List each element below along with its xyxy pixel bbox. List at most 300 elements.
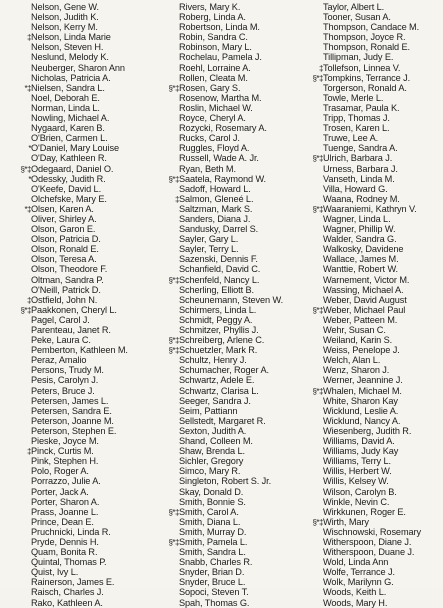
list-item <box>296 406 441 416</box>
person-name: Peke, Laura C. <box>31 335 91 346</box>
person-name: Persons, Trudy M. <box>31 365 104 376</box>
person-name: Nelson, Judith K. <box>31 12 99 23</box>
list-item <box>296 22 441 32</box>
list-item <box>4 174 144 184</box>
person-name: Parenteau, Janet R. <box>31 325 111 335</box>
list-item <box>296 426 441 436</box>
list-item <box>4 406 144 416</box>
person-name: Walder, Sandra G. <box>323 234 397 245</box>
person-name: Schwartz, Adele E. <box>179 375 255 386</box>
person-name: Nelson, Linda Marie <box>31 32 111 43</box>
list-item <box>4 264 144 274</box>
person-name: Ulrich, Barbara J. <box>323 153 393 164</box>
list-item <box>152 456 292 466</box>
list-item <box>296 264 441 274</box>
list-item <box>296 123 441 133</box>
list-item <box>296 63 441 73</box>
honor-mark: §*‡ <box>168 336 179 346</box>
person-name: Rivers, Mary K. <box>179 2 241 12</box>
person-name: Pinck, Curtis M. <box>31 446 94 457</box>
list-item <box>296 446 441 456</box>
list-item <box>4 184 144 194</box>
list-item <box>296 345 441 355</box>
list-item <box>152 22 292 32</box>
person-name: Tompkins, Terrance J. <box>323 72 411 83</box>
person-name: Smith, Pamela L. <box>179 536 248 547</box>
list-item <box>152 153 292 163</box>
honor-mark: ‡ <box>175 194 179 204</box>
person-name: Snabb, Charles R. <box>179 557 253 568</box>
person-name: Nygaard, Karen B. <box>31 123 105 134</box>
person-name: Royce, Cheryl A. <box>179 113 246 124</box>
honor-mark: §*‡ <box>312 154 323 164</box>
person-name: Odegaard, Daniel O. <box>31 163 114 174</box>
list-item <box>152 204 292 214</box>
list-item <box>152 325 292 335</box>
list-item <box>152 517 292 527</box>
list-item <box>152 214 292 224</box>
list-item <box>152 234 292 244</box>
person-name: Wagner, Linda L. <box>323 213 391 224</box>
person-name: Schreiberg, Arlene C. <box>179 335 265 346</box>
list-item <box>4 476 144 486</box>
list-item <box>296 436 441 446</box>
person-name: Wenz, Sharon J. <box>323 365 390 376</box>
person-name: Olson, Ronald E. <box>31 244 99 255</box>
honor-mark: §*‡ <box>168 537 179 547</box>
list-item <box>152 164 292 174</box>
person-name: Rosenow, Martha M. <box>179 92 262 103</box>
person-name: Robinson, Mary L. <box>179 42 252 53</box>
person-name: Shaw, Brenda L. <box>179 446 245 457</box>
list-item <box>296 466 441 476</box>
honor-mark: §*‡ <box>168 174 179 184</box>
person-name: Snyder, Bruce L. <box>179 577 246 588</box>
list-item <box>152 386 292 396</box>
list-item <box>152 547 292 557</box>
list-item <box>152 315 292 325</box>
list-item <box>152 527 292 537</box>
list-item <box>296 295 441 305</box>
list-item <box>152 174 292 184</box>
person-name: Sichler, Gregory <box>179 456 244 467</box>
list-item <box>152 466 292 476</box>
person-name: Odessky, Judith R. <box>31 173 106 184</box>
person-name: Robin, Sandra C. <box>179 32 248 43</box>
honor-mark: §*‡ <box>168 275 179 285</box>
person-name: Schirmers, Linda L. <box>179 304 257 315</box>
person-name: Quam, Bonita R. <box>31 547 98 558</box>
person-name: Sanders, Diana J. <box>179 213 251 224</box>
list-item <box>296 386 441 396</box>
person-name: Tillipman, Judy E. <box>323 52 394 63</box>
list-item <box>152 194 292 204</box>
person-name: Nicholas, Patricia A. <box>31 72 111 83</box>
list-item <box>4 335 144 345</box>
person-name: Prass, Joanne L. <box>31 506 99 517</box>
list-item <box>152 507 292 517</box>
person-name: Rako, Kathleen A. <box>31 597 103 608</box>
honor-mark: §*‡ <box>168 346 179 356</box>
person-name: Olsen, Karen A. <box>31 203 94 214</box>
person-name: Nelson, Kerry M. <box>31 22 98 33</box>
list-item <box>4 567 144 577</box>
list-item <box>4 355 144 365</box>
list-item <box>152 32 292 42</box>
list-item <box>296 275 441 285</box>
person-name: Olson, Theodore F. <box>31 264 108 275</box>
person-name: Roehl, Lorraine A. <box>179 62 251 73</box>
person-name: Ostfield, John N. <box>31 294 98 305</box>
list-item <box>152 133 292 143</box>
person-name: Sayler, Gary L. <box>179 234 239 245</box>
person-name: Taylor, Albert L. <box>323 2 385 12</box>
person-name: Quist, Ivy L. <box>31 567 79 578</box>
person-name: Woods, Mary H. <box>323 597 388 608</box>
person-name: White, Sharon Kay <box>323 395 398 406</box>
list-item <box>4 224 144 234</box>
list-item <box>152 63 292 73</box>
list-item <box>296 365 441 375</box>
list-item <box>152 587 292 597</box>
honor-mark: §*‡ <box>312 386 323 396</box>
person-name: Nelson, Steven H. <box>31 42 104 53</box>
person-name: Schultz, Henry J. <box>179 355 247 366</box>
list-item <box>4 497 144 507</box>
list-item <box>296 355 441 365</box>
list-item <box>152 2 292 12</box>
person-name: O'Neill, Patrick D. <box>31 284 101 295</box>
person-name: Ruggles, Floyd A. <box>179 143 250 154</box>
list-item <box>296 52 441 62</box>
person-name: Seeger, Sandra J. <box>179 395 251 406</box>
list-item <box>4 507 144 517</box>
list-item <box>4 83 144 93</box>
list-item <box>4 416 144 426</box>
list-item <box>152 406 292 416</box>
list-item <box>4 426 144 436</box>
person-name: Schmidt, Peggy A. <box>179 314 253 325</box>
person-name: Simco, Mary R. <box>179 466 241 477</box>
list-item <box>296 12 441 22</box>
person-name: Porrazzo, Julie A. <box>31 476 101 487</box>
person-name: Oltman, Sandra P. <box>31 274 104 285</box>
list-item <box>4 73 144 83</box>
list-item <box>4 42 144 52</box>
person-name: Thompson, Ronald E. <box>323 42 410 53</box>
list-item <box>4 396 144 406</box>
person-name: Skay, Donald D. <box>179 486 244 497</box>
list-item <box>296 113 441 123</box>
person-name: Wallace, James M. <box>323 254 399 265</box>
person-name: Rochelau, Pamela J. <box>179 52 262 63</box>
list-item <box>296 153 441 163</box>
list-item <box>152 52 292 62</box>
person-name: Wirkkunen, Roger E. <box>323 506 406 517</box>
person-name: O'Keefe, David L. <box>31 183 102 194</box>
list-item <box>4 63 144 73</box>
person-name: Tollefson, Linnea V. <box>323 62 401 73</box>
person-name: Whalen, Michael M. <box>323 385 402 396</box>
person-name: Neuberger, Sharon Ann <box>31 62 125 73</box>
list-item <box>152 184 292 194</box>
list-item <box>152 93 292 103</box>
list-item <box>296 517 441 527</box>
list-item <box>4 204 144 214</box>
list-item <box>152 365 292 375</box>
list-item <box>4 547 144 557</box>
list-item <box>152 285 292 295</box>
person-name: Warnement, Victor M. <box>323 274 410 285</box>
person-name: Williams, David A. <box>323 436 395 447</box>
list-item <box>296 507 441 517</box>
list-item <box>296 32 441 42</box>
list-item <box>152 244 292 254</box>
person-name: Waaraniemi, Kathryn V. <box>323 203 417 214</box>
person-name: Werner, Jeannine J. <box>323 375 403 386</box>
list-item <box>152 355 292 365</box>
person-name: Raisch, Charles J. <box>31 587 104 598</box>
person-name: Ryan, Beth M. <box>179 163 236 174</box>
person-name: Rainerson, James E. <box>31 577 115 588</box>
list-item <box>296 254 441 264</box>
person-name: Pink, Stephen H. <box>31 456 99 467</box>
person-name: Sandusky, Darrel S. <box>179 224 259 235</box>
honor-mark: §*‡ <box>20 305 31 315</box>
person-name: Quintal, Thomas P. <box>31 557 107 568</box>
list-item <box>296 214 441 224</box>
list-item <box>4 244 144 254</box>
list-item <box>152 487 292 497</box>
person-name: Prince, Dean E. <box>31 516 94 527</box>
person-name: Welch, Alan L. <box>323 355 381 366</box>
person-name: Roslin, Michael W. <box>179 102 253 113</box>
honor-mark: §*‡ <box>20 164 31 174</box>
list-item <box>4 285 144 295</box>
list-item <box>152 264 292 274</box>
list-item <box>296 547 441 557</box>
person-name: Wirth, Mary <box>323 516 369 527</box>
list-item <box>4 22 144 32</box>
list-item <box>4 598 144 608</box>
person-name: Sadoff, Howard L. <box>179 183 251 194</box>
list-item <box>296 335 441 345</box>
person-name: Smith, Bonnie S. <box>179 496 246 507</box>
person-name: Sexton, Judith A. <box>179 425 247 436</box>
list-item <box>4 487 144 497</box>
person-name: Rollen, Cleata M. <box>179 72 248 83</box>
honor-mark: ‡ <box>319 63 323 73</box>
list-item <box>296 83 441 93</box>
name-column-2 <box>152 2 292 608</box>
honor-mark: §*‡ <box>312 305 323 315</box>
honor-mark: ‡ <box>27 33 31 43</box>
person-name: Pruchnicki, Linda R. <box>31 526 111 537</box>
person-name: Winkle, Nevin C. <box>323 496 390 507</box>
person-name: Peters, Bruce J. <box>31 385 95 396</box>
person-name: Vanseth, Linda M. <box>323 173 395 184</box>
list-item <box>4 194 144 204</box>
person-name: Oliver, Shirley A. <box>31 213 97 224</box>
list-item <box>4 2 144 12</box>
person-name: Saatela, Raymond W. <box>179 173 266 184</box>
person-name: Wolk, Marilynn G. <box>323 577 394 588</box>
honor-mark: *‡ <box>24 83 31 93</box>
person-name: Petersen, James L. <box>31 395 109 406</box>
list-item <box>4 275 144 285</box>
list-item <box>4 386 144 396</box>
person-name: Wischnowski, Rosemary <box>323 526 421 537</box>
person-name: Paakkonen, Cheryl L. <box>31 304 117 315</box>
list-item <box>4 153 144 163</box>
list-item <box>296 234 441 244</box>
person-name: Wicklund, Nancy A. <box>323 415 401 426</box>
list-item <box>4 52 144 62</box>
list-item <box>4 12 144 22</box>
person-name: Polo, Roger A. <box>31 466 89 477</box>
list-item <box>152 436 292 446</box>
person-name: Thompson, Joyce R. <box>323 32 406 43</box>
person-name: Witherspoon, Duane J. <box>323 547 415 558</box>
person-name: Weiss, Penelope J. <box>323 345 400 356</box>
person-name: Willis, Herbert W. <box>323 466 392 477</box>
person-name: Schuetzler, Mark R. <box>179 345 258 356</box>
list-item <box>4 365 144 375</box>
person-name: Neslund, Melody K. <box>31 52 109 63</box>
honor-mark: §*‡ <box>312 73 323 83</box>
person-name: Nelson, Gene W. <box>31 2 99 12</box>
person-name: Olson, Patricia D. <box>31 234 101 245</box>
list-item <box>152 42 292 52</box>
person-name: Wiesenberg, Judith R. <box>323 425 412 436</box>
list-item <box>4 537 144 547</box>
person-name: Nowling, Michael A. <box>31 113 110 124</box>
person-name: Sellstedt, Margaret R. <box>179 415 266 426</box>
person-name: Wolfe, Terrance J. <box>323 567 395 578</box>
list-item <box>4 325 144 335</box>
person-name: Wilson, Carolyn B. <box>323 486 397 497</box>
person-name: Thompson, Candace M. <box>323 22 420 33</box>
person-name: Towle, Merle L. <box>323 92 384 103</box>
person-name: Scheunemann, Steven W. <box>179 294 284 305</box>
list-item <box>152 396 292 406</box>
list-item <box>296 537 441 547</box>
person-name: Pemberton, Kathleen M. <box>31 345 128 356</box>
list-item <box>296 244 441 254</box>
list-item <box>4 254 144 264</box>
person-name: Schumacher, Roger A. <box>179 365 269 376</box>
person-name: Robertson, Linda M. <box>179 22 260 33</box>
person-name: Torgerson, Ronald A. <box>323 82 407 93</box>
list-item <box>296 42 441 52</box>
person-name: Weiland, Karin S. <box>323 335 393 346</box>
list-item <box>152 295 292 305</box>
list-item <box>296 224 441 234</box>
person-name: Waana, Rodney M. <box>323 193 400 204</box>
name-column-3 <box>296 2 441 608</box>
list-item <box>4 103 144 113</box>
name-column-1 <box>4 2 144 608</box>
list-item <box>152 335 292 345</box>
list-item <box>296 598 441 608</box>
list-item <box>4 375 144 385</box>
person-name: Trasamar, Paula K. <box>323 102 400 113</box>
person-name: Rozycki, Rosemary A. <box>179 123 267 134</box>
honor-mark: §*‡ <box>168 507 179 517</box>
list-item <box>152 446 292 456</box>
list-item <box>296 557 441 567</box>
person-name: Pesis, Carolyn J. <box>31 375 99 386</box>
list-item <box>4 517 144 527</box>
list-item <box>296 204 441 214</box>
person-name: Porter, Sharon A. <box>31 496 100 507</box>
list-item <box>152 12 292 22</box>
person-name: Wagner, Phillip W. <box>323 224 396 235</box>
list-item <box>296 375 441 385</box>
list-item <box>4 295 144 305</box>
list-item <box>152 375 292 385</box>
person-name: Seim, Pattiann <box>179 405 238 416</box>
honor-mark: §*‡ <box>312 204 323 214</box>
person-name: Rucks, Carol J. <box>179 133 240 144</box>
person-name: Spah, Thomas G. <box>179 597 250 608</box>
list-item <box>4 315 144 325</box>
person-name: Smith, Sandra L. <box>179 547 246 558</box>
honor-mark: * <box>28 144 31 154</box>
list-item <box>152 567 292 577</box>
honor-mark: * <box>28 174 31 184</box>
person-name: Walkosky, Davidene <box>323 244 404 255</box>
person-name: Peraz, Amalio <box>31 355 87 366</box>
person-name: Olson, Garon E. <box>31 224 96 235</box>
person-name: Tooner, Susan A. <box>323 12 391 23</box>
list-item <box>152 497 292 507</box>
person-name: Weber, David August <box>323 294 407 305</box>
list-item <box>296 456 441 466</box>
list-item <box>152 598 292 608</box>
person-name: Smith, Diana L. <box>179 516 241 527</box>
list-item <box>4 123 144 133</box>
list-item <box>296 527 441 537</box>
person-name: Pieske, Joyce M. <box>31 436 99 447</box>
list-item <box>296 2 441 12</box>
list-item <box>4 214 144 224</box>
list-item <box>4 577 144 587</box>
list-item <box>4 234 144 244</box>
list-item <box>296 133 441 143</box>
list-item <box>4 345 144 355</box>
person-name: Weber, Michael Paul <box>323 304 406 315</box>
list-item <box>296 143 441 153</box>
honor-mark: ‡ <box>27 447 31 457</box>
person-name: Wold, Linda Ann <box>323 557 389 568</box>
person-name: Peterson, Stephen E. <box>31 425 117 436</box>
list-item <box>4 113 144 123</box>
list-item <box>152 103 292 113</box>
person-name: Wanttie, Robert W. <box>323 264 398 275</box>
person-name: Tuenge, Sandra A. <box>323 143 398 154</box>
person-name: Peterson, Joanne M. <box>31 415 114 426</box>
list-item <box>152 275 292 285</box>
honor-mark: *‡ <box>24 204 31 214</box>
list-item <box>296 174 441 184</box>
person-name: Schwartz, Clarisa L. <box>179 385 259 396</box>
list-item <box>4 587 144 597</box>
list-item <box>4 93 144 103</box>
person-name: O'Daniel, Mary Louise <box>31 143 119 154</box>
list-item <box>296 164 441 174</box>
list-item <box>152 476 292 486</box>
